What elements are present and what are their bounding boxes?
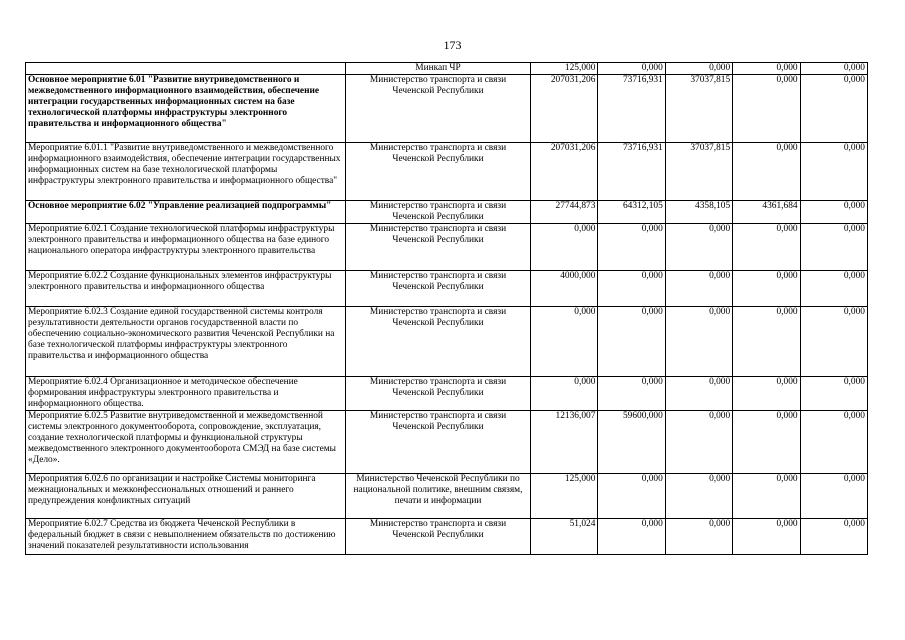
value-cell: 125,000 (531, 474, 598, 519)
executor: Министерство транспорта и связи Чеченской Республики (346, 519, 531, 555)
value-cell: 207031,206 (531, 143, 598, 201)
value-cell: 0,000 (665, 224, 732, 271)
value-cell: 0,000 (598, 63, 665, 75)
table-row (26, 63, 868, 75)
executor: Министерство транспорта и связи Чеченской Республики (346, 75, 531, 143)
value-cell: 0,000 (733, 474, 800, 519)
value-cell: 0,000 (733, 377, 800, 411)
value-cell: 0,000 (800, 143, 867, 201)
table-row (26, 271, 868, 307)
value-cell: 0,000 (733, 519, 800, 555)
value-cell: 0,000 (733, 224, 800, 271)
value-cell: 0,000 (598, 224, 665, 271)
value-cell: 0,000 (733, 63, 800, 75)
value-cell: 125,000 (531, 63, 598, 75)
activity-name: Мероприятие 6.02.3 Создание единой государственной системы контроля результативности деятельности органов государственной власти по обеспечению социально-экономического развития Чеченской Республики на базе технологической платформы инфраструктуры электронного правительства и информационного общества (26, 307, 346, 377)
activity-name: Основное мероприятие 6.01 "Развитие внутриведомственного и межведомственного информационного взаимодействия, обеспечение интеграции государственных информационных систем на базе технологической платформы инфраструктуры электронного правительства и информационного общества" (26, 75, 346, 143)
table-row (26, 75, 868, 143)
value-cell: 0,000 (733, 307, 800, 377)
table-row (26, 377, 868, 411)
value-cell: 0,000 (800, 271, 867, 307)
value-cell: 0,000 (800, 75, 867, 143)
value-cell: 64312,105 (598, 201, 665, 224)
value-cell: 0,000 (665, 377, 732, 411)
executor: Министерство транспорта и связи Чеченской Республики (346, 377, 531, 411)
value-cell: 4358,105 (665, 201, 732, 224)
value-cell: 37037,815 (665, 143, 732, 201)
executor: Министерство транспорта и связи Чеченской Республики (346, 143, 531, 201)
table-row (26, 474, 868, 519)
value-cell: 51,024 (531, 519, 598, 555)
page-number: 173 (443, 38, 462, 52)
value-cell: 0,000 (598, 271, 665, 307)
executor: Министерство транспорта и связи Чеченской Республики (346, 224, 531, 271)
table-row (26, 519, 868, 555)
value-cell: 0,000 (733, 75, 800, 143)
activity-name (26, 63, 346, 75)
value-cell: 59600,000 (598, 411, 665, 474)
activity-name: Мероприятие 6.02.7 Средства из бюджета Чеченской Республики в федеральный бюджет в связи с невыполнением обязательств по достижению значений показателей результативности использования (26, 519, 346, 555)
executor: Министерство транспорта и связи Чеченской Республики (346, 271, 531, 307)
table-row (26, 224, 868, 271)
table-row (26, 143, 868, 201)
value-cell: 0,000 (800, 519, 867, 555)
value-cell: 0,000 (800, 63, 867, 75)
activity-name: Мероприятие 6.02.4 Организационное и методическое обеспечение формирования инфраструктуры электронного правительства и информационного общества. (26, 377, 346, 411)
activity-name: Основное мероприятие 6.02 "Управление реализацией подпрограммы" (26, 201, 346, 224)
value-cell: 0,000 (665, 63, 732, 75)
value-cell: 0,000 (733, 143, 800, 201)
table-row (26, 307, 868, 377)
value-cell: 0,000 (665, 474, 732, 519)
value-cell: 0,000 (733, 271, 800, 307)
activity-name: Мероприятие 6.02.5 Развитие внутриведомственной и межведомственной системы электронного документооборота, сопровождение, эксплуатация, создание технологической платформы и функциональной структуры межведомственного электронного документооборота СМЭД на базе системы «Дело». (26, 411, 346, 474)
value-cell: 0,000 (598, 519, 665, 555)
budget-table-body (26, 63, 868, 555)
value-cell: 0,000 (531, 224, 598, 271)
activity-name: Мероприятия 6.02.6 по организации и настройке Системы мониторинга межнациональных и межконфессиональных отношений и раннего предупреждения конфликтных ситуаций (26, 474, 346, 519)
value-cell: 0,000 (531, 377, 598, 411)
value-cell: 0,000 (665, 271, 732, 307)
value-cell: 0,000 (800, 201, 867, 224)
value-cell: 0,000 (800, 307, 867, 377)
value-cell: 0,000 (665, 519, 732, 555)
executor: Минкап ЧР (346, 63, 531, 75)
value-cell: 37037,815 (665, 75, 732, 143)
table-row (26, 201, 868, 224)
executor: Министерство транспорта и связи Чеченской Республики (346, 201, 531, 224)
value-cell: 0,000 (800, 377, 867, 411)
value-cell: 12136,007 (531, 411, 598, 474)
value-cell: 0,000 (800, 474, 867, 519)
executor: Министерство Чеченской Республики по национальной политике, внешним связям, печати и информации (346, 474, 531, 519)
executor: Министерство транспорта и связи Чеченской Республики (346, 411, 531, 474)
value-cell: 0,000 (733, 411, 800, 474)
value-cell: 0,000 (598, 474, 665, 519)
value-cell: 0,000 (665, 307, 732, 377)
activity-name: Мероприятие 6.02.2 Создание функциональных элементов инфраструктуры электронного правительства и информационного общества (26, 271, 346, 307)
value-cell: 27744,873 (531, 201, 598, 224)
value-cell: 0,000 (800, 411, 867, 474)
value-cell: 0,000 (531, 307, 598, 377)
value-cell: 0,000 (665, 411, 732, 474)
value-cell: 4000,000 (531, 271, 598, 307)
value-cell: 73716,931 (598, 143, 665, 201)
budget-table (25, 62, 868, 555)
value-cell: 0,000 (598, 307, 665, 377)
value-cell: 207031,206 (531, 75, 598, 143)
value-cell: 73716,931 (598, 75, 665, 143)
value-cell: 0,000 (800, 224, 867, 271)
activity-name: Мероприятие 6.01.1 "Развитие внутриведомственного и межведомственного информационного взаимодействия, обеспечение интеграции государственных информационных систем на базе технологической платформы инфраструктуры электронного правительства и информационного общества" (26, 143, 346, 201)
value-cell: 0,000 (598, 377, 665, 411)
table-row (26, 411, 868, 474)
activity-name: Мероприятие 6.02.1 Создание технологической платформы инфраструктуры электронного правительства и информационного общества на базе единого национального оператора инфраструктуры электронного правительства (26, 224, 346, 271)
executor: Министерство транспорта и связи Чеченской Республики (346, 307, 531, 377)
value-cell: 4361,684 (733, 201, 800, 224)
